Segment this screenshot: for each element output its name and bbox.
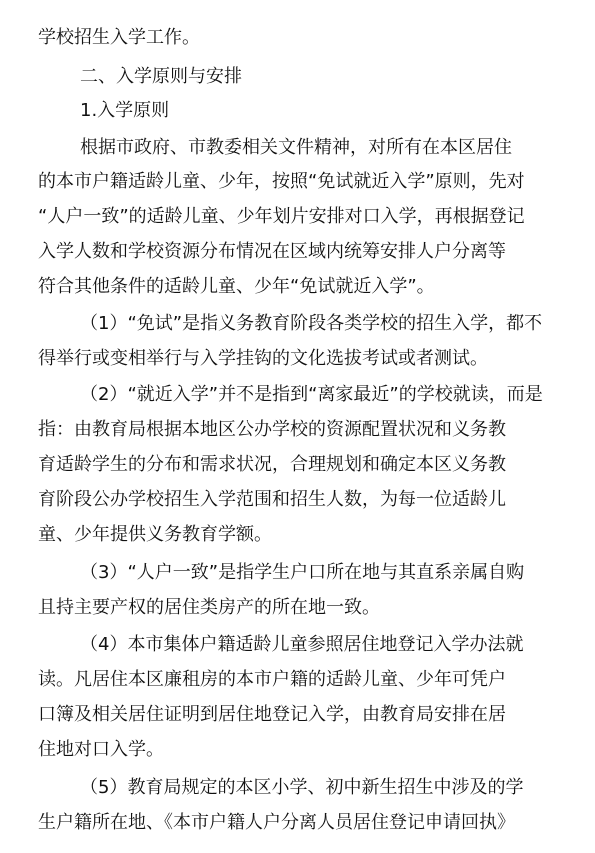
text-line: 学校招生入学工作。 (38, 27, 200, 48)
list-item-line: （2）“就近入学”并不是指到“离家最近”的学校就读，而是 (80, 384, 543, 405)
list-item-line: 住地对口入学。 (38, 739, 164, 760)
list-item-line: 得举行或变相举行与入学挂钩的文化选拔考试或者测试。 (38, 348, 488, 369)
section-heading: 二、入学原则与安排 (80, 66, 242, 87)
paragraph-line: 根据市政府、市教委相关文件精神，对所有在本区居住 (80, 137, 512, 158)
list-item-line: 口簿及相关居住证明到居住地登记入学，由教育局安排在居 (38, 704, 506, 725)
paragraph-line: “人户一致”的适龄儿童、少年划片安排对口入学，再根据登记 (38, 206, 525, 227)
paragraph-line: 符合其他条件的适龄儿童、少年“免试就近入学”。 (38, 276, 435, 297)
list-item-line: 育适龄学生的分布和需求状况，合理规划和确定本区义务教 (38, 454, 506, 475)
list-item-line: 指：由教育局根据本地区公办学校的资源配置状况和义务教 (38, 419, 506, 440)
list-item-line: 且持主要产权的居住类房产的所在地一致。 (38, 597, 380, 618)
list-item-line: （1）“免试”是指义务教育阶段各类学校的招生入学，都不 (80, 313, 543, 334)
list-item-line: （3）“人户一致”是指学生户口所在地与其直系亲属自购 (80, 562, 525, 583)
list-item-line: （4）本市集体户籍适龄儿童参照居住地登记入学办法就 (80, 634, 524, 655)
paragraph-line: 入学人数和学校资源分布情况在区域内统筹安排人户分离等 (38, 241, 506, 262)
list-item-line: （5）教育局规定的本区小学、初中新生招生中涉及的学 (80, 777, 524, 798)
list-item-line: 读。凡居住本区廉租房的本市户籍的适龄儿童、少年可凭户 (38, 669, 506, 690)
list-item-line: 生户籍所在地、《本市户籍人户分离人员居住登记申请回执》 (38, 812, 515, 833)
paragraph-line: 的本市户籍适龄儿童、少年，按照“免试就近入学”原则，先对 (38, 171, 525, 192)
list-item-line: 育阶段公办学校招生入学范围和招生人数，为每一位适龄儿 (38, 489, 506, 510)
subsection-heading: 1.入学原则 (80, 100, 170, 121)
list-item-line: 童、少年提供义务教育学额。 (38, 524, 272, 545)
